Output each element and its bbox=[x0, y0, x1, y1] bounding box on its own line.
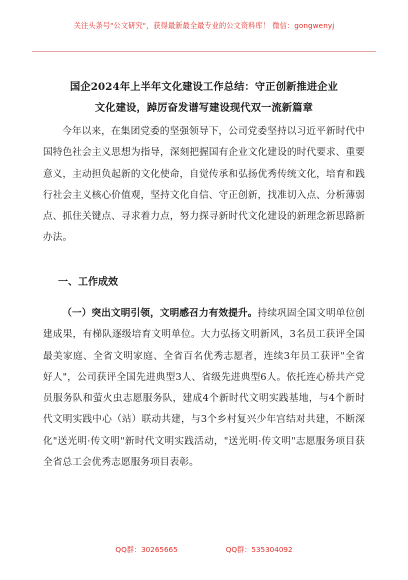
document-title bbox=[38, 77, 370, 119]
footer-qq-group-2: QQ群：535304092 bbox=[225, 545, 293, 554]
header-banner bbox=[0, 0, 408, 62]
subsection-heading: （一）突出文明引领，文明感召力有效提升。 bbox=[62, 308, 258, 319]
document-title-line-2: 文化建设，踔厉奋发谱写建设现代双一流新篇章 bbox=[94, 102, 314, 114]
section-heading: 一、工作成效 bbox=[58, 277, 118, 288]
intro-paragraph: 今年以来，在集团党委的坚强领导下，公司党委坚持以习近平新时代中国特色社会主义思想为指导，深刻把握国有企业文化建设的时代要求、重要意义，主动担负起新的文化使命，自觉传承和弘扬优秀传统文化，培育和践行社会主义核心价值观，坚持文化自信、守正创新，找准切入点、分析薄弱点、抓住关键点、寻求着力点，努力探寻新时代文化建设的新理念新思路新办法。 bbox=[43, 126, 365, 244]
subsection-body: 持续巩固全国文明单位创建成果，有梯队逐级培育文明单位。大力弘扬文明新风，3名员工获评全国最美家庭、全省文明家庭、全省百名优秀志愿者，连续3年员工获评"全省好人"，公司获评全国先进典型3人、省级先进典型6人。依托连心桥共产党员服务队和萤火虫志愿服务队，建成4个新时代文明实践基地，与4个新时代文明实践中心（站）联动共建，与3个乡村复兴少年宫结对共建，不断深化"送光明·传文明"新时代文明实践活动，"送光明·传文明"志愿服务项目获全省总工会优秀志愿服务项目表彰。 bbox=[43, 308, 365, 469]
header-promo-text: 关注头条号"公文研究"，获得最新最全最专业的公文资料库！ 微信：gongwenyj bbox=[73, 21, 335, 30]
subsection-paragraph bbox=[43, 303, 365, 473]
header-divider bbox=[32, 51, 376, 52]
footer bbox=[0, 545, 408, 555]
footer-qq-group-1: QQ群：30265665 bbox=[115, 545, 178, 554]
document-title-line-1: 国企2024年上半年文化建设工作总结：守正创新推进企业 bbox=[69, 81, 339, 93]
